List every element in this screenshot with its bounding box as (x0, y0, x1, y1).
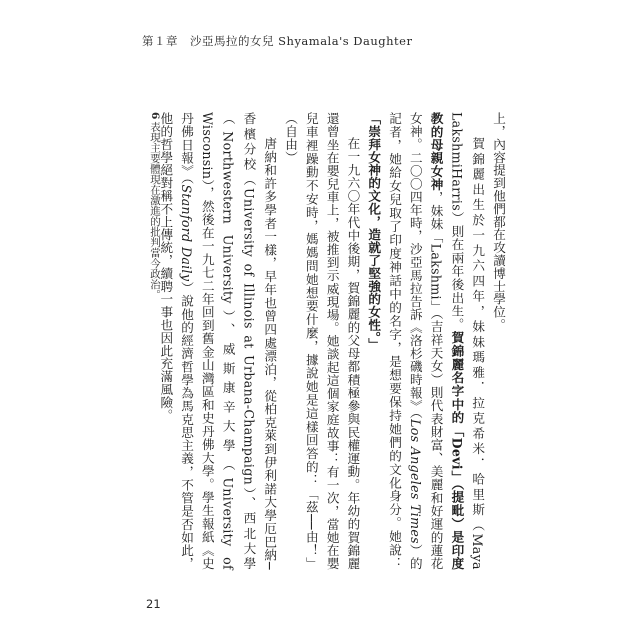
student-paper-title: Stanford Daily (179, 184, 195, 282)
birth-text: 賀錦麗出生於一九六四年，妹妹瑪雅．拉克希米．哈里斯（Maya LakshmiHarris）則在兩年後出生。 (449, 112, 486, 570)
footnote-number: 6 (149, 112, 161, 120)
body-text (158, 112, 508, 570)
lakshmi-text: ，妹妹「Lakshmi」（吉祥天女）則代表財富、美麗和好運的蓮花女神。二〇〇四年時，沙亞馬拉告訴《洛杉磯時報》（ (407, 112, 444, 570)
philosophy-text: ）說他的經濟哲學為馬克思主義，不管是否如此，他的哲學絕對稱不上傳統，續聘一事也因此充滿風險。 (158, 112, 195, 570)
identity-text: ）的記者，她給女兒取了印度神話中的名字，是想要保持她們的文化身分。她說： (387, 112, 423, 570)
paragraph-civil-rights: 在一九六〇年代中後期，賀錦麗的父母都積極參與民權運動。年幼的賀錦麗還曾坐在嬰兒車上，被推到示威現場。她談起這個家庭故事：有一次，當她在嬰兒車裡躁動不安時，媽媽問她想要什麼，據說她是這樣回答的：「茲──由！」（自由） (283, 112, 361, 570)
page-number: 21 (146, 597, 161, 611)
highlight-quote: 「崇拜女神的文化，造就了堅強的女性。」 (366, 112, 382, 351)
footnote-text: 表現主要體現在激進的批判當今政治。 (149, 121, 161, 300)
highlight-devi: 賀錦麗名字中的「Devi」（提毗）是印度教的母親女神 (428, 112, 465, 570)
paragraph-continuation: 上，內容提到他們都在攻讀博士學位。 (491, 112, 506, 332)
paragraph-birth (362, 112, 487, 570)
running-header: 第１章 沙亞馬拉的女兒 Shyamala's Daughter (142, 34, 413, 48)
newspaper-title: Los Angeles Times (407, 419, 423, 544)
paragraph-donald (154, 112, 279, 570)
donald-text: 唐納和許多學者一樣，早年也曾四處漂泊，從柏克萊到伊利諾大學厄巴納─香檳分校（University of Illinois at Urbana-Champaign）、西北大學（Northwestern University）、威斯康辛大學（University of Wisconsin），然後在一九七二年回到舊金山灣區和史丹佛大學。學生報紙《史丹佛日報》（ (179, 112, 278, 570)
